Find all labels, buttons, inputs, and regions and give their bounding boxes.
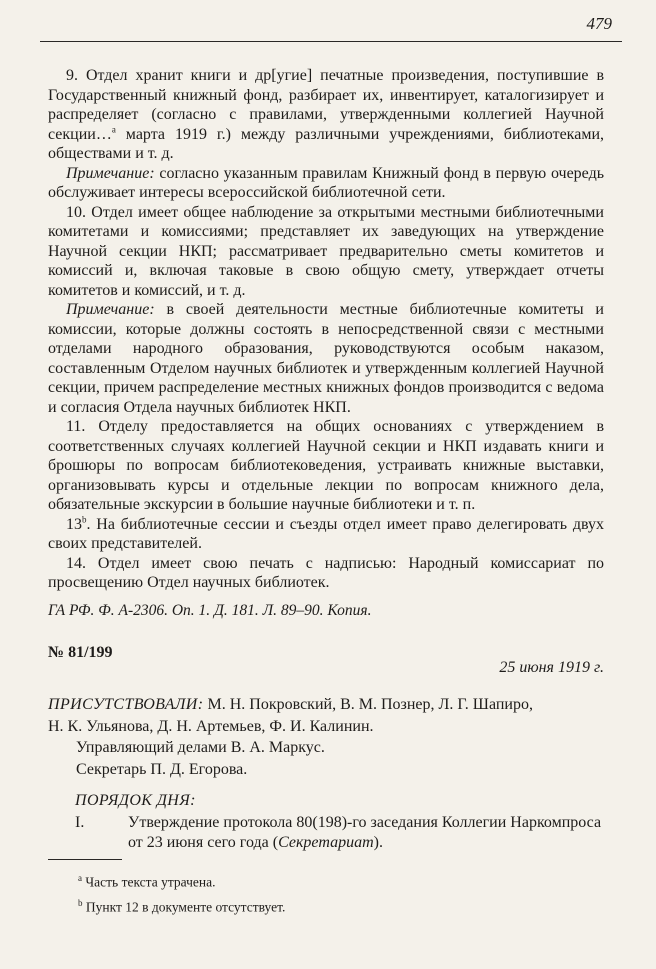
document-date: 25 июня 1919 г.	[499, 659, 604, 676]
note-label: Примечание:	[66, 164, 155, 182]
paragraph-11: 11. Отделу предоставляется на общих основаниях с утверждением в соответственных случаях коллегией Научной секции и НКП издавать книги и брошюры по вопросам библиотековедения, устраивать книжные выставки, организовывать курсы и отдельные лекции по вопросам книжного дела, обязательные экскурсии в большие научные библиотеки и т. п.	[48, 418, 604, 513]
attendees-line-2: Н. К. Ульянова, Д. Н. Артемьев, Ф. И. Калинин.	[48, 717, 374, 735]
footnote-mark-a: a	[111, 124, 116, 135]
footnote-mark-b: b	[82, 514, 87, 525]
attendees-label: ПРИСУТСТВОВАЛИ:	[48, 696, 204, 713]
manager-line: Управляющий делами В. А. Маркус.	[76, 739, 325, 756]
body-text	[48, 66, 604, 620]
paragraph-10: 10. Отдел имеет общее наблюдение за открытыми местными библиотечными комитетами и комиссиями; представляет их заведующих на утверждение Научной секции НКП; рассматривает предварительно сметы комитетов и комиссий и, включая таковые в свою общую смету, утверждает отчеты комитетов и комиссий, и т. д.	[48, 203, 604, 299]
paragraph-13: 13$^b$. На библиотечные сессии и съезды отдел имеет право делегировать двух своих представителей.	[48, 514, 604, 552]
agenda-item-number: I.	[75, 814, 85, 831]
attendees: ПРИСУТСТВОВАЛИ: М. Н. Покровский, В. М. Познер, Л. Г. Шапиро, Н. К. Ульянова, Д. Н. Артемьев, Ф. И. Калинин. Управляющий делами В. А. Маркус. Секретарь П. Д. Егорова.	[48, 694, 604, 780]
note-1: Примечание: согласно указанным правилам Книжный фонд в первую очередь обслуживает интересы всероссийской библиотечной сети.	[48, 164, 604, 201]
paragraph-14: 14. Отдел имеет свою печать с надписью: Народный комиссариат по просвещению Отдел научных библиотек.	[48, 554, 604, 591]
note-2: Примечание: в своей деятельности местные библиотечные комитеты и комиссии, которые должны состоять в непосредственной связи с местными отделами народного образования, руководствуются особым наказом, составленным Отделом научных библиотек и утвержденным коллегией Научной секции, причем распределение местных книжных фондов производится с ведома и согласия Отдела научных библиотек НКП.	[48, 301, 604, 416]
page-number: 479	[586, 14, 612, 33]
footnotes	[78, 868, 285, 917]
source-reference: ГА РФ. Ф. А-2306. Оп. 1. Д. 181. Л. 89–90. Копия.	[48, 601, 372, 619]
agenda-item: I. Утверждение протокола 80(198)-го заседания Коллегии Наркомпроса от 23 июня сего года (Секретариат).	[75, 814, 602, 851]
agenda-label: ПОРЯДОК ДНЯ:	[75, 792, 196, 809]
note-label: Примечание:	[66, 301, 155, 318]
document-number: № 81/199	[48, 644, 113, 661]
secretary-line: Секретарь П. Д. Егорова.	[76, 760, 248, 778]
footnote-rule	[48, 859, 122, 860]
footnote-a: $^a$ Часть текста утрачена.	[78, 873, 216, 890]
paragraph-9: 9. Отдел хранит книги и др[угие] печатные произведения, поступившие в Государственный книжный фонд, разбирает их, инвентирует, каталогизирует и распределяет (согласно с правилами, утвержденными коллегией Научной секции…$^a$ марта 1919 г.) между различными учреждениями, библиотеками, обществами и т. д.	[48, 67, 604, 162]
header-rule	[40, 41, 622, 42]
footnote-b: $^b$ Пункт 12 в документе отсутствует.	[78, 897, 286, 914]
